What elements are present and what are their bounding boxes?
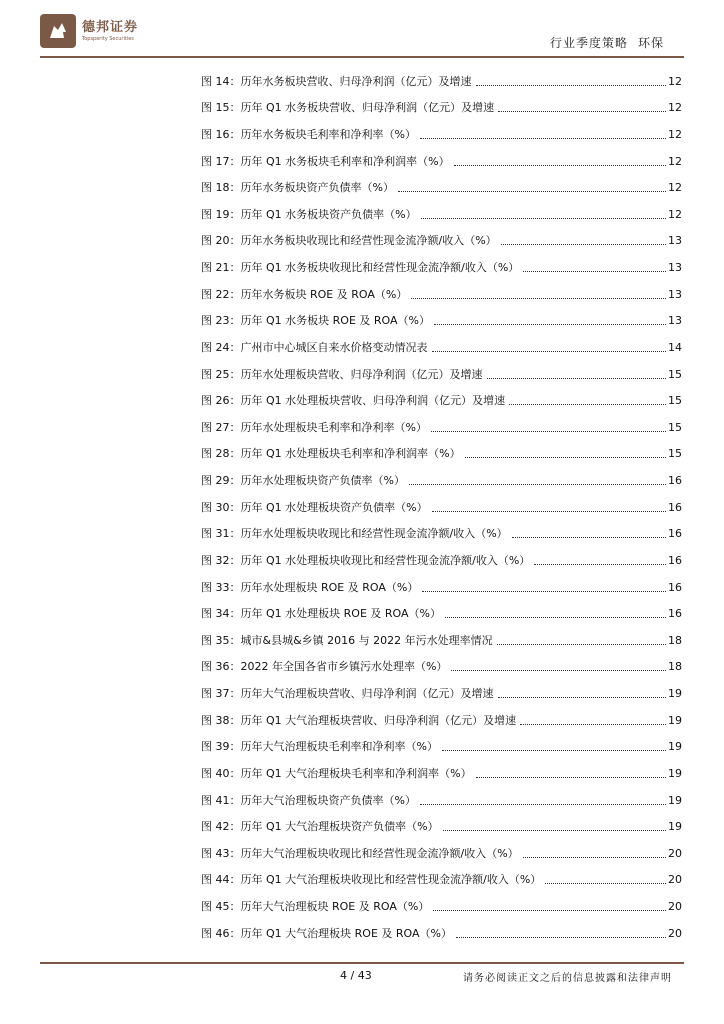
toc-entry-page: 19 — [668, 766, 682, 780]
toc-entry[interactable] — [201, 275, 682, 302]
toc-entry-page: 12 — [668, 127, 682, 141]
toc-entry-page: 13 — [668, 234, 682, 248]
toc-entry[interactable] — [201, 914, 682, 941]
figure-list — [201, 62, 682, 941]
toc-entry[interactable] — [201, 461, 682, 488]
footer-divider — [40, 962, 684, 964]
toc-dot-leader — [411, 298, 666, 299]
toc-entry-label: 图 33：历年水处理板块 ROE 及 ROA（%） — [201, 580, 419, 594]
toc-entry-label: 图 36：2022 年全国各省市乡镇污水处理率（%） — [201, 660, 448, 674]
toc-dot-leader — [512, 537, 666, 538]
toc-entry-label: 图 46：历年 Q1 大气治理板块 ROE 及 ROA（%） — [201, 926, 452, 940]
toc-dot-leader — [442, 750, 666, 751]
toc-entry[interactable] — [201, 169, 682, 196]
logo-mark-icon — [40, 14, 76, 48]
toc-entry-page: 18 — [668, 660, 682, 674]
toc-entry[interactable] — [201, 115, 682, 142]
toc-dot-leader — [465, 457, 666, 458]
toc-dot-leader — [398, 191, 666, 192]
toc-entry-page: 15 — [668, 447, 682, 461]
toc-entry[interactable] — [201, 488, 682, 515]
toc-entry[interactable] — [201, 195, 682, 222]
toc-entry-page: 20 — [668, 873, 682, 887]
toc-entry-page: 16 — [668, 607, 682, 621]
company-logo — [40, 14, 138, 48]
toc-dot-leader — [432, 511, 666, 512]
toc-dot-leader — [434, 324, 666, 325]
toc-entry[interactable] — [201, 595, 682, 622]
toc-entry[interactable] — [201, 89, 682, 116]
toc-entry[interactable] — [201, 328, 682, 355]
toc-dot-leader — [443, 830, 666, 831]
toc-entry-page: 15 — [668, 420, 682, 434]
toc-entry-page: 12 — [668, 154, 682, 168]
toc-dot-leader — [451, 670, 666, 671]
toc-entry-label: 图 19：历年 Q1 水务板块资产负债率（%） — [201, 207, 417, 221]
toc-entry-page: 16 — [668, 474, 682, 487]
toc-entry[interactable] — [201, 222, 682, 249]
toc-dot-leader — [431, 431, 666, 432]
toc-dot-leader — [501, 244, 666, 245]
toc-entry-label: 图 28：历年 Q1 水处理板块毛利率和净利润率（%） — [201, 447, 461, 461]
toc-entry[interactable] — [201, 515, 682, 542]
toc-entry[interactable] — [201, 674, 682, 701]
toc-entry-label: 图 25：历年水处理板块营收、归母净利润（亿元）及增速 — [201, 367, 483, 381]
toc-entry-label: 图 24：广州市中心城区自来水价格变动情况表 — [201, 340, 428, 354]
toc-entry[interactable] — [201, 701, 682, 728]
toc-dot-leader — [409, 484, 666, 485]
toc-entry[interactable] — [201, 302, 682, 329]
toc-entry-label: 图 35：城市&县城&乡镇 2016 与 2022 年污水处理率情况 — [201, 633, 493, 647]
page-number: 4 / 43 — [340, 969, 372, 982]
toc-dot-leader — [476, 777, 666, 778]
toc-entry-label: 图 40：历年 Q1 大气治理板块毛利率和净利润率（%） — [201, 766, 472, 780]
toc-dot-leader — [498, 111, 666, 112]
toc-entry-label: 图 18：历年水务板块资产负债率（%） — [201, 181, 394, 195]
toc-entry-label: 图 37：历年大气治理板块营收、归母净利润（亿元）及增速 — [201, 687, 494, 700]
toc-dot-leader — [422, 591, 666, 592]
toc-entry-label: 图 31：历年水处理板块收现比和经营性现金流净额/收入（%） — [201, 527, 508, 541]
toc-dot-leader — [520, 724, 666, 725]
toc-entry-page: 20 — [668, 900, 682, 913]
toc-dot-leader — [523, 857, 666, 858]
toc-entry-page: 16 — [668, 580, 682, 594]
toc-entry-label: 图 42：历年 Q1 大气治理板块资产负债率（%） — [201, 820, 439, 834]
toc-entry-page: 16 — [668, 500, 682, 514]
toc-dot-leader — [497, 644, 666, 645]
toc-entry-page: 16 — [668, 527, 682, 541]
toc-entry-page: 13 — [668, 287, 682, 301]
toc-entry[interactable] — [201, 541, 682, 568]
toc-entry-page: 12 — [668, 207, 682, 221]
toc-entry-label: 图 17：历年 Q1 水务板块毛利率和净利润率（%） — [201, 154, 450, 168]
disclaimer-note: 请务必阅读正文之后的信息披露和法律声明 — [463, 973, 672, 984]
toc-entry-label: 图 45：历年大气治理板块 ROE 及 ROA（%） — [201, 900, 430, 913]
toc-entry-page: 15 — [668, 394, 682, 408]
toc-entry-label: 图 20：历年水务板块收现比和经营性现金流净额/收入（%） — [201, 234, 497, 248]
toc-entry-label: 图 38：历年 Q1 大气治理板块营收、归母净利润（亿元）及增速 — [201, 713, 517, 727]
toc-entry[interactable] — [201, 621, 682, 648]
toc-entry-label: 图 22：历年水务板块 ROE 及 ROA（%） — [201, 287, 408, 301]
header-divider — [40, 56, 684, 58]
toc-entry-page: 20 — [668, 926, 682, 940]
toc-entry[interactable] — [201, 408, 682, 435]
toc-entry-label: 图 34：历年 Q1 水处理板块 ROE 及 ROA（%） — [201, 607, 441, 621]
toc-entry-label: 图 44：历年 Q1 大气治理板块收现比和经营性现金流净额/收入（%） — [201, 873, 542, 887]
toc-entry[interactable] — [201, 834, 682, 861]
toc-dot-leader — [545, 883, 666, 884]
toc-entry-page: 19 — [668, 713, 682, 727]
toc-entry-page: 12 — [668, 101, 682, 115]
toc-entry-page: 19 — [668, 820, 682, 834]
toc-dot-leader — [534, 564, 666, 565]
toc-entry-label: 图 23：历年 Q1 水务板块 ROE 及 ROA（%） — [201, 314, 430, 328]
toc-entry[interactable] — [201, 754, 682, 781]
toc-dot-leader — [523, 271, 666, 272]
toc-entry-label: 图 32：历年 Q1 水处理板块收现比和经营性现金流净额/收入（%） — [201, 553, 531, 567]
toc-entry-label: 图 16：历年水务板块毛利率和净利率（%） — [201, 127, 416, 141]
report-header — [540, 34, 664, 51]
logo-cn-text: 德邦证券 — [82, 19, 139, 35]
toc-entry-label: 图 43：历年大气治理板块收现比和经营性现金流净额/收入（%） — [201, 846, 519, 860]
toc-entry[interactable] — [201, 142, 682, 169]
toc-entry[interactable] — [201, 887, 682, 914]
toc-entry-page: 14 — [668, 340, 682, 354]
toc-dot-leader — [498, 697, 667, 698]
toc-dot-leader — [487, 378, 667, 379]
toc-entry-label: 图 29：历年水处理板块资产负债率（%） — [201, 474, 405, 487]
toc-entry-label: 图 41：历年大气治理板块资产负债率（%） — [201, 793, 416, 807]
toc-entry-page: 13 — [668, 261, 682, 274]
toc-dot-leader — [456, 937, 666, 938]
toc-entry[interactable] — [201, 435, 682, 462]
toc-entry-label: 图 30：历年 Q1 水处理板块资产负债率（%） — [201, 500, 428, 514]
toc-entry[interactable] — [201, 382, 682, 409]
toc-entry-page: 19 — [668, 687, 682, 700]
toc-dot-leader — [433, 910, 666, 911]
toc-dot-leader — [420, 804, 666, 805]
toc-entry-page: 12 — [668, 181, 682, 195]
toc-entry[interactable] — [201, 728, 682, 755]
toc-entry[interactable] — [201, 248, 682, 275]
toc-entry-label: 图 27：历年水处理板块毛利率和净利率（%） — [201, 420, 427, 434]
toc-entry-page: 16 — [668, 553, 682, 567]
toc-entry-page: 12 — [668, 74, 682, 88]
report-type: 行业季度策略 — [549, 36, 628, 50]
toc-entry-page: 19 — [668, 793, 682, 807]
toc-entry-label: 图 26：历年 Q1 水处理板块营收、归母净利润（亿元）及增速 — [201, 394, 506, 408]
toc-dot-leader — [421, 218, 666, 219]
toc-entry[interactable] — [201, 568, 682, 595]
toc-entry-page: 18 — [668, 633, 682, 647]
toc-entry-page: 13 — [668, 314, 682, 328]
toc-entry-label: 图 14：历年水务板块营收、归母净利润（亿元）及增速 — [201, 74, 472, 88]
toc-entry-page: 20 — [668, 846, 682, 860]
toc-entry[interactable] — [201, 861, 682, 888]
toc-entry-label: 图 21：历年 Q1 水务板块收现比和经营性现金流净额/收入（%） — [201, 261, 520, 274]
toc-entry-label: 图 39：历年大气治理板块毛利率和净利率（%） — [201, 740, 438, 754]
toc-dot-leader — [445, 617, 666, 618]
toc-dot-leader — [454, 165, 666, 166]
toc-entry[interactable] — [201, 781, 682, 808]
toc-entry-page: 15 — [668, 367, 682, 381]
toc-entry[interactable] — [201, 648, 682, 675]
toc-dot-leader — [509, 404, 666, 405]
toc-entry-label: 图 15：历年 Q1 水务板块营收、归母净利润（亿元）及增速 — [201, 101, 495, 115]
toc-entry[interactable] — [201, 808, 682, 835]
toc-entry-page: 19 — [668, 740, 682, 754]
toc-dot-leader — [432, 351, 667, 352]
toc-dot-leader — [476, 85, 667, 86]
logo-en-text: Topsperity Securities — [82, 35, 134, 42]
toc-dot-leader — [420, 138, 666, 139]
toc-entry[interactable] — [201, 62, 682, 89]
report-sector: 环保 — [637, 36, 664, 50]
toc-entry[interactable] — [201, 355, 682, 382]
